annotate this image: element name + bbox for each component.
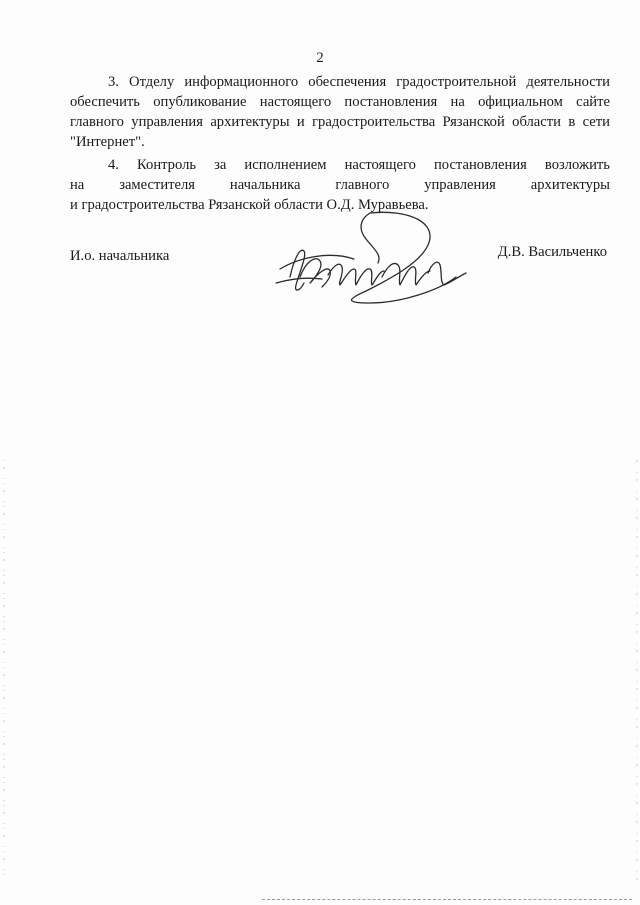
word: управления [131, 114, 203, 130]
word: обеспечения [308, 74, 387, 90]
paragraph-4-line-3: и градостроительства Рязанской области О.Д. Муравьева. [70, 197, 429, 213]
word: информационного [184, 74, 299, 90]
word: настоящего [259, 94, 332, 110]
paragraph-4-line-1 [70, 155, 610, 175]
handwritten-signature [270, 199, 470, 309]
paragraph-3 [70, 72, 610, 152]
word: за [214, 157, 227, 173]
word: 3. [108, 74, 119, 90]
word: сети [582, 114, 610, 130]
scan-edge-left [3, 460, 5, 880]
paragraph-3-line-2 [70, 92, 610, 112]
scan-edge-right [636, 460, 638, 880]
word: постановления [344, 94, 438, 110]
word: Рязанской [442, 114, 505, 130]
word: деятельности [526, 74, 610, 90]
word: градостроительства [312, 114, 436, 130]
word: архитектуры [210, 114, 290, 130]
bottom-edge-rule [262, 899, 632, 900]
word: главного [335, 177, 390, 193]
word: начальника [229, 177, 301, 193]
word: постановления [433, 157, 527, 173]
word: исполнением [244, 157, 327, 173]
paragraph-3-line-3 [70, 112, 610, 132]
word: настоящего [344, 157, 416, 173]
paragraph-4-line-2 [70, 175, 610, 195]
word: на [70, 177, 85, 193]
signature-block [70, 244, 610, 304]
word: сайте [576, 94, 610, 110]
word: области [512, 114, 561, 130]
word: Контроль [137, 157, 197, 173]
word: на [450, 94, 465, 110]
paragraph-3-line-4: "Интернет". [70, 134, 145, 150]
word: в [568, 114, 576, 130]
word: градостроительной [396, 74, 517, 90]
page-number: 2 [316, 50, 324, 66]
word: управления [424, 177, 496, 193]
word: возложить [544, 157, 610, 173]
word: и [296, 114, 305, 130]
word: официальном [478, 94, 563, 110]
word: Отделу [129, 74, 175, 90]
signatory-position: И.о. начальника [70, 248, 170, 264]
word: обеспечить [70, 94, 140, 110]
paragraph-3-line-1 [70, 72, 610, 92]
word: архитектуры [530, 177, 610, 193]
word: заместителя [119, 177, 196, 193]
word: опубликование [153, 94, 247, 110]
signatory-name: Д.В. Васильченко [497, 244, 607, 260]
word: 4. [108, 157, 119, 173]
word: главного [70, 114, 124, 130]
